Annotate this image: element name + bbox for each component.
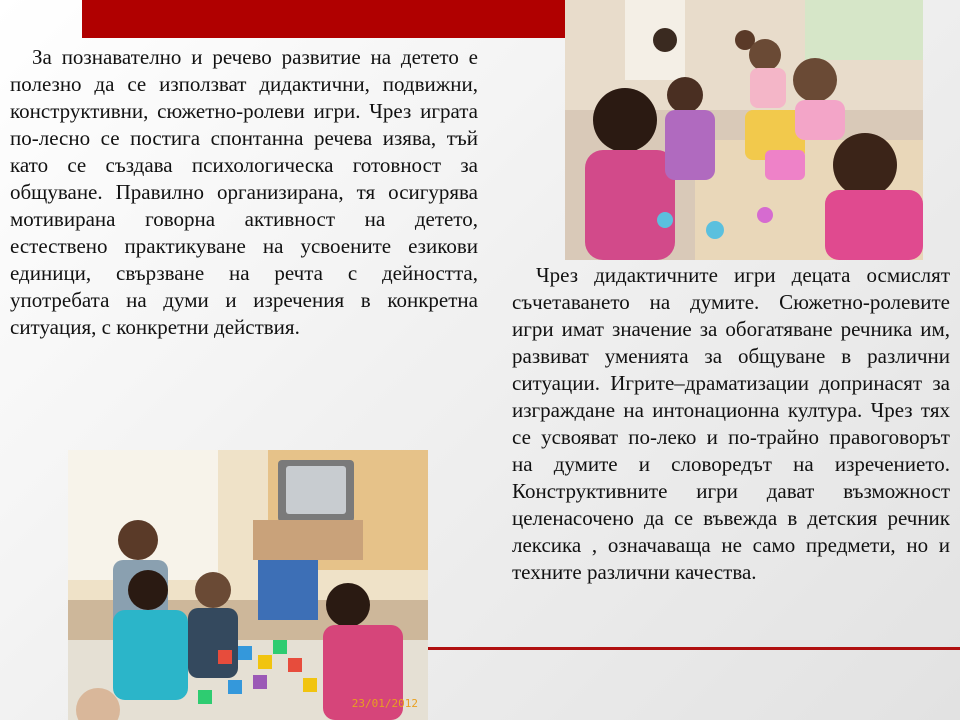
decorative-red-bar bbox=[82, 0, 572, 38]
photo-top-illustration bbox=[565, 0, 923, 260]
decorative-red-line bbox=[428, 647, 960, 650]
photo-children-playing-with-toys bbox=[565, 0, 923, 260]
photo-date-stamp: 23/01/2012 bbox=[351, 697, 418, 710]
photo-children-building-blocks bbox=[68, 450, 428, 720]
photo-bottom-illustration bbox=[68, 450, 428, 720]
paragraph-left: За познавателно и речево развитие на детето е полезно да се използват дидактични, подвижни, конструктивни, сюжетно-ролеви игри. Чрез играта по-лесно се постига спонтанна речева изява, тъй като се създава психологическа готовност за общуване. Правилно организирана, тя осигурява мотивирана говорна активност на детето, естествено практикуване на усвоените езикови единици, свързване на речта с дейността, употребата на думи и изречения в конкретна ситуация, с конкретни действия. bbox=[10, 45, 478, 339]
paragraph-right: Чрез дидактичните игри децата осмислят съчетаването на думите. Сюжетно-ролевите игри имат значение за обогатяване речника им, развиват уменията за общуване в различни ситуации. Игрите–драматизации допринасят за изграждане на интонационна култура. Чрез тях се усвояват по-леко и по-трайно правоговорът на думите и словоредът на изречението. Конструктивните игри дават възможност целенасочено да се въвежда в детския речник лексика , означаваща не само предмети, но и техните различни качества. bbox=[512, 263, 950, 584]
